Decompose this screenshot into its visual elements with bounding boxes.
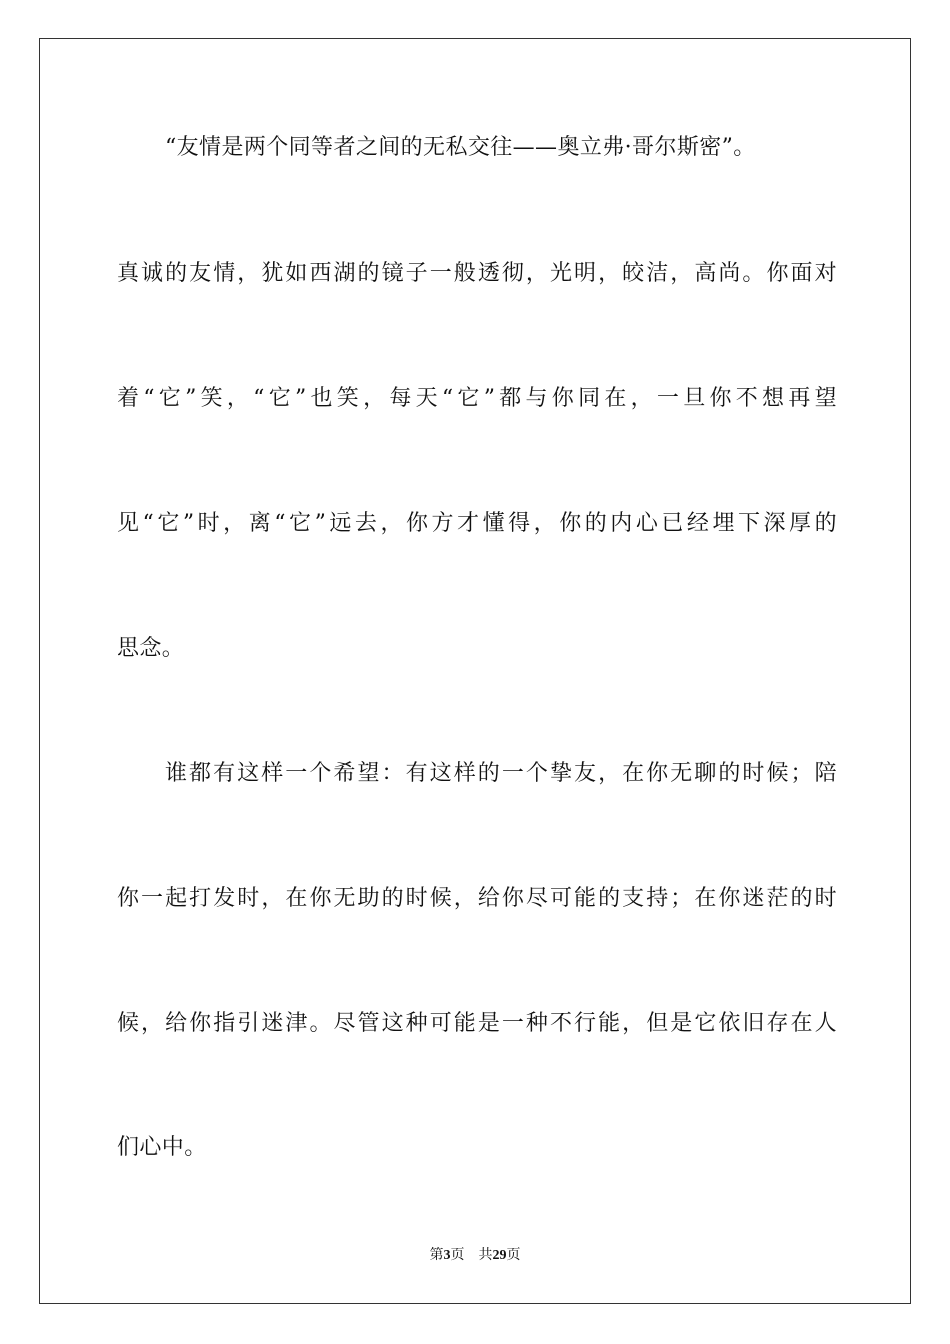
page-border	[39, 38, 911, 1304]
paragraph-2-line-4: 们心中。	[117, 1135, 207, 1160]
paragraph-1-line-4: 见“它”时，离“它”远去，你方才懂得，你的内心已经埋下深厚的	[117, 511, 837, 536]
paragraph-1-line-5: 思念。	[117, 636, 185, 661]
paragraph-2-line-1: 谁都有这样一个希望：有这样的一个挚友，在你无聊的时候；陪	[165, 761, 837, 786]
page-prefix: 第	[429, 1248, 444, 1263]
paragraph-1-line-1: “友情是两个同等者之间的无私交往——奥立弗·哥尔斯密”。	[165, 135, 756, 160]
paragraph-1-line-3: 着“它”笑，“它”也笑，每天“它”都与你同在，一旦你不想再望	[117, 386, 837, 411]
page-number: 3	[443, 1248, 451, 1263]
total-pages: 29	[492, 1248, 507, 1263]
paragraph-2-line-2: 你一起打发时，在你无助的时候，给你尽可能的支持；在你迷茫的时	[117, 886, 837, 911]
page-suffix: 页	[450, 1248, 465, 1263]
total-prefix: 共	[478, 1248, 493, 1263]
page-footer	[0, 1247, 950, 1265]
paragraph-1-line-2: 真诚的友情，犹如西湖的镜子一般透彻，光明，皎洁，高尚。你面对	[117, 261, 837, 286]
total-suffix: 页	[506, 1248, 521, 1263]
paragraph-2-line-3: 候，给你指引迷津。尽管这种可能是一种不行能，但是它依旧存在人	[117, 1011, 837, 1036]
